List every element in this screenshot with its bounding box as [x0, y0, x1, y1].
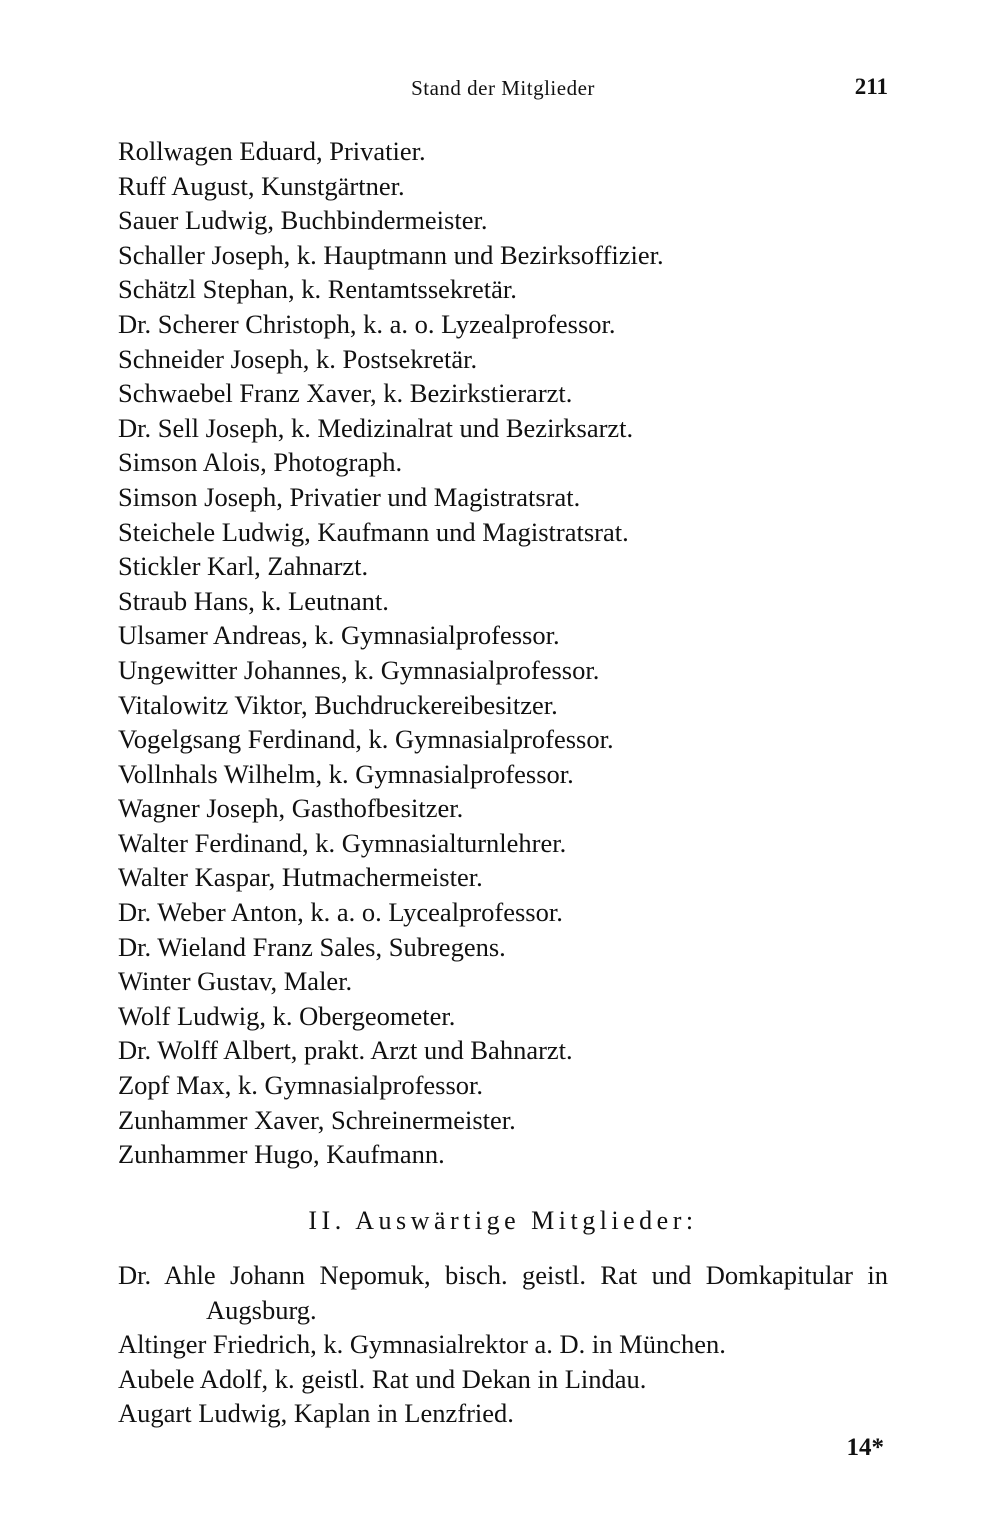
external-member-entry: Dr. Ahle Johann Nepomuk, bisch. geistl. Rat und Domkapitular in Augsburg. — [118, 1260, 888, 1325]
member-entry: Zunhammer Hugo, Kaufmann. — [118, 1139, 445, 1170]
member-entry: Ulsamer Andreas, k. Gymnasialprofessor. — [118, 620, 560, 651]
external-member-list — [118, 1258, 888, 1431]
member-entry: Zunhammer Xaver, Schreinermeister. — [118, 1104, 516, 1135]
member-entry: Vitalowitz Viktor, Buchdruckereibesitzer. — [118, 689, 558, 720]
member-entry: Sauer Ludwig, Buchbindermeister. — [118, 205, 488, 236]
member-entry: Ruff August, Kunstgärtner. — [118, 170, 405, 201]
member-entry: Simson Joseph, Privatier und Magistratsrat. — [118, 481, 581, 512]
member-entry: Wolf Ludwig, k. Obergeometer. — [118, 1000, 456, 1031]
running-head — [118, 72, 888, 108]
member-entry: Wagner Joseph, Gasthofbesitzer. — [118, 793, 464, 824]
member-entry: Walter Ferdinand, k. Gymnasialturnlehrer. — [118, 827, 567, 858]
member-entry: Winter Gustav, Maler. — [118, 966, 353, 997]
member-entry: Dr. Wolff Albert, prakt. Arzt und Bahnarzt. — [118, 1035, 573, 1066]
member-entry: Dr. Wieland Franz Sales, Subregens. — [118, 931, 506, 962]
member-entry: Dr. Scherer Christoph, k. a. o. Lyzealprofessor. — [118, 308, 616, 339]
external-member-entry: Aubele Adolf, k. geistl. Rat und Dekan in Lindau. — [118, 1363, 647, 1394]
member-entry: Schneider Joseph, k. Postsekretär. — [118, 343, 478, 374]
member-entry: Simson Alois, Photograph. — [118, 447, 403, 478]
external-member-entry: Altinger Friedrich, k. Gymnasialrektor a. D. in München. — [118, 1329, 726, 1360]
page-number: 211 — [854, 74, 888, 99]
member-entry: Rollwagen Eduard, Privatier. — [118, 136, 426, 166]
member-entry: Schwaebel Franz Xaver, k. Bezirkstierarzt. — [118, 378, 573, 409]
section-heading: II. Auswärtige Mitglieder: — [308, 1206, 698, 1235]
external-member-entry: Augart Ludwig, Kaplan in Lenzfried. — [118, 1398, 514, 1429]
running-title: Stand der Mitglieder — [411, 76, 595, 100]
member-entry: Vollnhals Wilhelm, k. Gymnasialprofessor. — [118, 758, 574, 789]
member-entry: Ungewitter Johannes, k. Gymnasialprofessor. — [118, 654, 600, 685]
member-entry: Steichele Ludwig, Kaufmann und Magistratsrat. — [118, 516, 629, 547]
member-entry: Schätzl Stephan, k. Rentamtssekretär. — [118, 274, 517, 305]
member-entry: Vogelgsang Ferdinand, k. Gymnasialprofessor. — [118, 724, 614, 755]
member-entry: Schaller Joseph, k. Hauptmann und Bezirksoffizier. — [118, 239, 664, 270]
member-list — [118, 134, 898, 1172]
signature-mark: 14* — [846, 1434, 884, 1461]
member-entry: Zopf Max, k. Gymnasialprofessor. — [118, 1070, 484, 1101]
member-entry: Stickler Karl, Zahnarzt. — [118, 551, 369, 582]
member-entry: Dr. Sell Joseph, k. Medizinalrat und Bezirksarzt. — [118, 412, 634, 443]
member-entry: Walter Kaspar, Hutmachermeister. — [118, 862, 483, 893]
member-entry: Straub Hans, k. Leutnant. — [118, 585, 389, 616]
member-entry: Dr. Weber Anton, k. a. o. Lycealprofessor. — [118, 897, 563, 928]
